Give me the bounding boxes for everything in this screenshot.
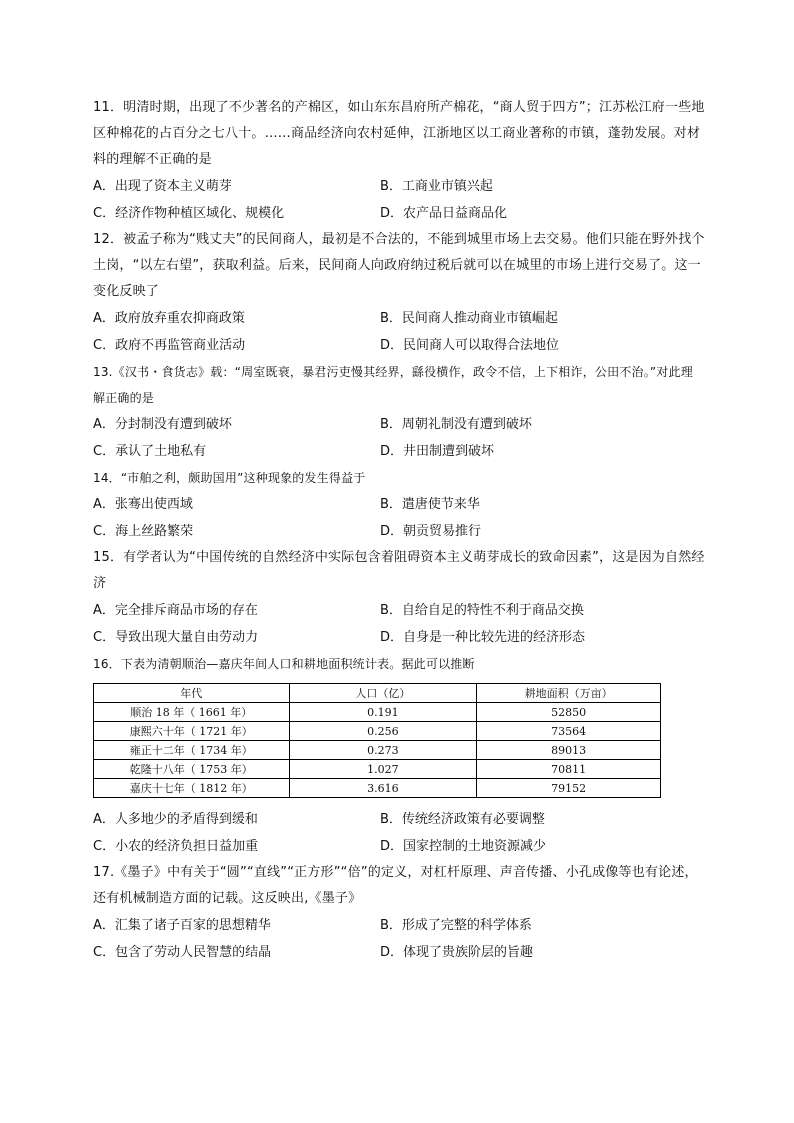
question-17-stem: 17.《墨子》中有关于“圆”“直线”“正方形”“倍”的定义，对杠杆原理、声音传播、小孔成像等也有论述，还有机械制造方面的记载。这反映出,《墨子》 [93, 865, 698, 906]
cell-farmland: 73564 [477, 722, 661, 741]
column-header-population: 人口（亿） [289, 684, 477, 703]
option-c: C．政府不再监管商业活动 [93, 338, 246, 353]
cell-era: 雍正十二年（ 1734 年） [94, 741, 290, 760]
question-16-options [93, 806, 705, 860]
option-c: C．海上丝路繁荣 [93, 524, 194, 539]
table-row [94, 703, 661, 722]
option-b: B．形成了完整的科学体系 [380, 918, 532, 933]
option-c: C．导致出现大量自由劳动力 [93, 630, 259, 645]
option-a: A．汇集了诸子百家的思想精华 [93, 918, 271, 933]
column-header-era: 年代 [94, 684, 290, 703]
cell-population: 1.027 [289, 760, 477, 779]
option-c: C．承认了土地私有 [93, 444, 207, 459]
question-14-stem: 14．“市舶之利，颇助国用”这种现象的发生得益于 [93, 471, 366, 485]
option-d: D．农产品日益商品化 [380, 206, 508, 221]
question-12-stem: 12．被孟子称为“贱丈夫”的民间商人，最初是不合法的，不能到城里市场上去交易。他们只能在野外找个土岗，“以左右望”，获取利益。后来，民间商人向政府纳过税后就可以在城里的市场上进行交易了。这一变化反映了 [93, 232, 705, 299]
table-header-row [94, 684, 661, 703]
cell-era: 嘉庆十七年（ 1812 年） [94, 779, 290, 798]
cell-farmland: 79152 [477, 779, 661, 798]
question-16-stem: 16．下表为清朝顺治—嘉庆年间人口和耕地面积统计表。据此可以推断 [93, 657, 475, 671]
question-17-options [93, 912, 705, 966]
column-header-farmland: 耕地面积（万亩） [477, 684, 661, 703]
cell-population: 3.616 [289, 779, 477, 798]
option-d: D．国家控制的土地资源减少 [380, 839, 547, 854]
population-farmland-table [93, 683, 661, 798]
question-15-options [93, 597, 705, 651]
option-d: D．体现了贵族阶层的旨趣 [380, 945, 534, 960]
table-row [94, 779, 661, 798]
table-row [94, 760, 661, 779]
option-a: A．政府放弃重农抑商政策 [93, 311, 245, 326]
option-d: D．民间商人可以取得合法地位 [380, 338, 560, 353]
option-b: B．遣唐使节来华 [380, 497, 480, 512]
question-13-options [93, 411, 705, 465]
table-row [94, 722, 661, 741]
cell-farmland: 52850 [477, 703, 661, 722]
option-a: A．完全排斥商品市场的存在 [93, 603, 258, 618]
option-b: B．民间商人推动商业市镇崛起 [380, 311, 558, 326]
option-b: B．周朝礼制没有遭到破坏 [380, 417, 532, 432]
cell-era: 康熙六十年（ 1721 年） [94, 722, 290, 741]
question-15-stem: 15．有学者认为“中国传统的自然经济中实际包含着阻碍资本主义萌芽成长的致命因素”，这是因为自然经济 [93, 550, 705, 591]
question-11-options [93, 173, 705, 227]
option-a: A．人多地少的矛盾得到缓和 [93, 812, 258, 827]
cell-farmland: 70811 [477, 760, 661, 779]
option-b: B．工商业市镇兴起 [380, 179, 493, 194]
question-14-options [93, 491, 705, 545]
table-row [94, 741, 661, 760]
cell-population: 0.273 [289, 741, 477, 760]
cell-population: 0.191 [289, 703, 477, 722]
option-a: A．张骞出使西域 [93, 497, 193, 512]
option-a: A．出现了资本主义萌芽 [93, 179, 232, 194]
option-c: C．包含了劳动人民智慧的结晶 [93, 945, 272, 960]
option-c: C．小农的经济负担日益加重 [93, 839, 259, 854]
option-a: A．分封制没有遭到破坏 [93, 417, 232, 432]
cell-farmland: 89013 [477, 741, 661, 760]
cell-era: 顺治 18 年（ 1661 年） [94, 703, 290, 722]
question-11-stem: 11．明清时期，出现了不少著名的产棉区，如山东东昌府所产棉花，“商人贸于四方”；江苏松江府一些地区种棉花的占百分之七八十。……商品经济向农村延伸，江浙地区以工商业著称的市镇，蓬勃发展。对材料的理解不正确的是 [93, 100, 705, 167]
question-12-options [93, 305, 705, 359]
question-13-stem: 13.《汉书・食货志》载：“周室既衰，暴君污吏慢其经界，繇役横作，政令不信，上下相诈，公田不治。”对此理解正确的是 [93, 365, 693, 405]
option-b: B．自给自足的特性不利于商品交换 [380, 603, 584, 618]
option-d: D．井田制遭到破坏 [380, 444, 495, 459]
exam-page [93, 95, 705, 966]
cell-population: 0.256 [289, 722, 477, 741]
option-d: D．自身是一种比较先进的经济形态 [380, 630, 586, 645]
option-c: C．经济作物种植区域化、规模化 [93, 206, 285, 221]
option-b: B．传统经济政策有必要调整 [380, 812, 545, 827]
option-d: D．朝贡贸易推行 [380, 524, 482, 539]
cell-era: 乾隆十八年（ 1753 年） [94, 760, 290, 779]
